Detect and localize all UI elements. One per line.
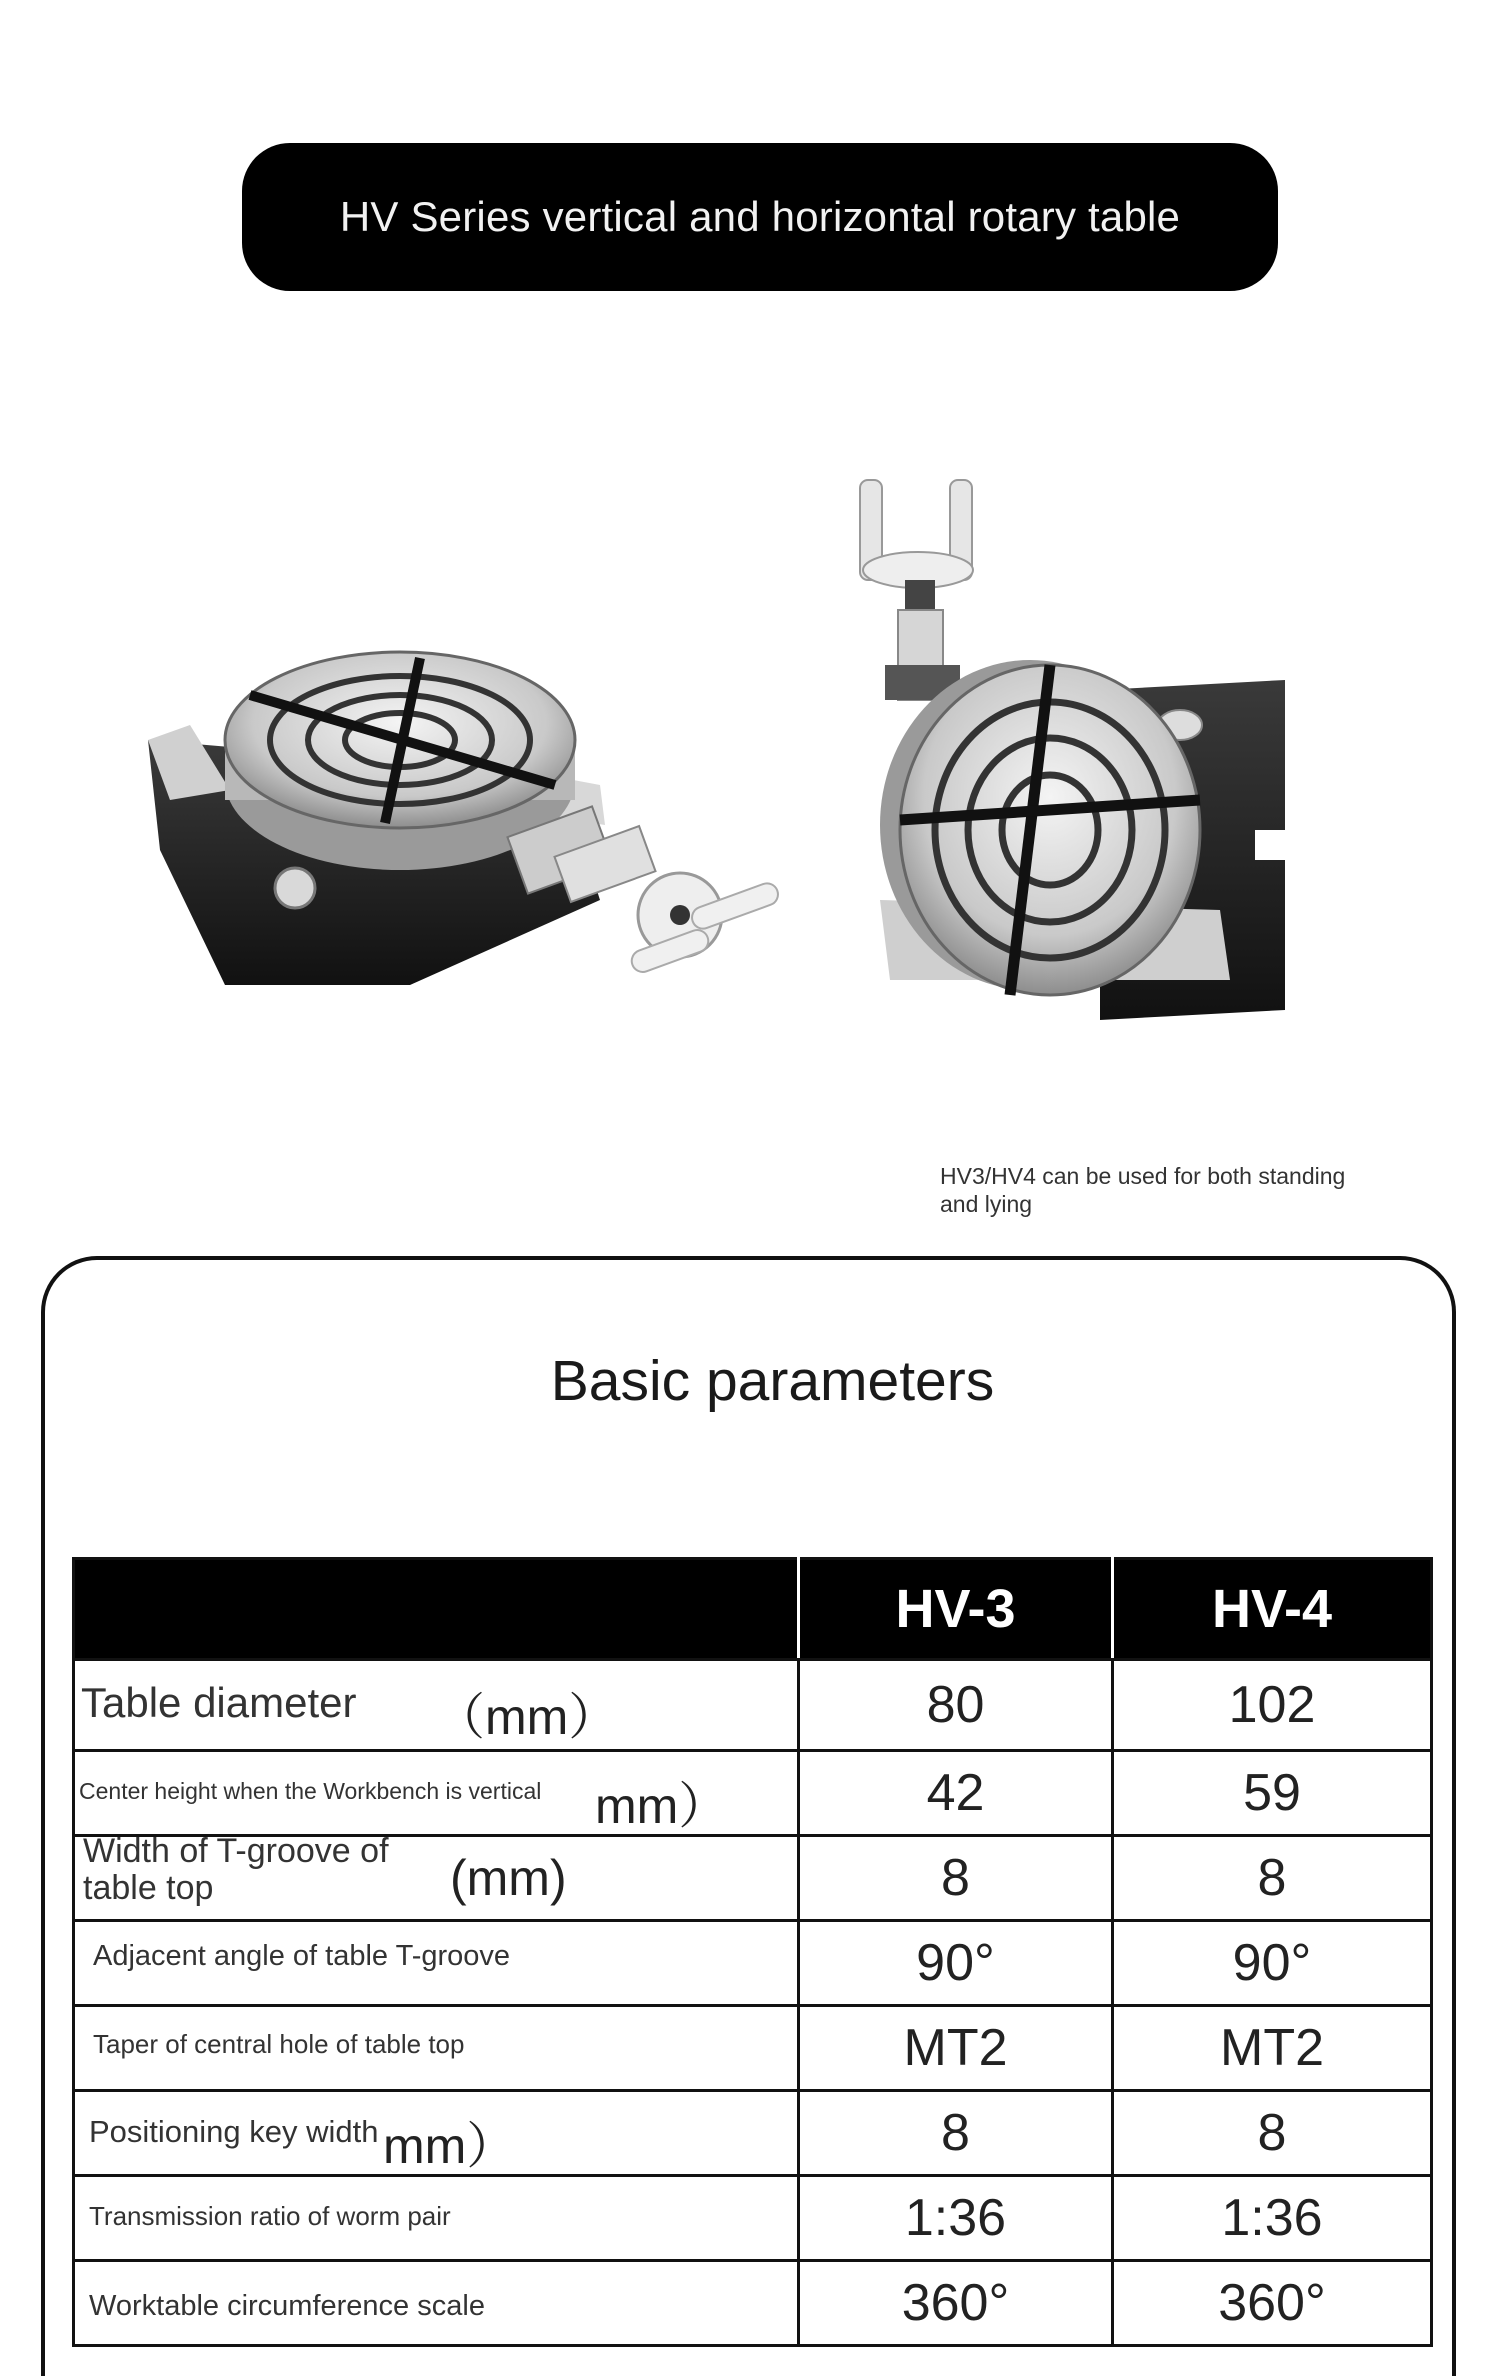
table-row	[74, 2261, 1432, 2346]
table-row	[74, 1660, 1432, 1751]
hv4-value: 59	[1113, 1751, 1432, 1836]
table-row	[74, 2006, 1432, 2091]
hv4-value: 1:36	[1113, 2176, 1432, 2261]
row-label: Center height when the Workbench is vertical	[79, 1778, 542, 1804]
row-unit: mm）	[595, 1778, 729, 1834]
table-row	[74, 2176, 1432, 2261]
hv3-value: 42	[799, 1751, 1113, 1836]
header-hv3: HV-3	[799, 1559, 1113, 1660]
table-row	[74, 1921, 1432, 2006]
banner-title: HV Series vertical and horizontal rotary table	[339, 193, 1181, 240]
hv4-value: 90°	[1113, 1921, 1432, 2006]
hv4-value: 360°	[1113, 2261, 1432, 2346]
row-label: Taper of central hole of table top	[93, 2029, 465, 2059]
row-label: Positioning key width	[89, 2114, 379, 2149]
header-hv4: HV-4	[1113, 1559, 1432, 1660]
title-banner	[242, 143, 1278, 291]
row-label: Table diameter	[81, 1679, 357, 1726]
row-label: Worktable circumference scale	[89, 2290, 485, 2322]
row-unit: mm）	[383, 2118, 517, 2174]
hv4-value: 102	[1113, 1660, 1432, 1751]
row-label: Adjacent angle of table T-groove	[93, 1940, 511, 1972]
table-row	[74, 2091, 1432, 2176]
table-header-row	[74, 1559, 1432, 1660]
row-unit: (mm)	[450, 1850, 567, 1906]
hv3-value: 8	[799, 1836, 1113, 1921]
parameters-table	[72, 1557, 1433, 2347]
hv4-value: MT2	[1113, 2006, 1432, 2091]
hv4-value: 8	[1113, 1836, 1432, 1921]
product-photos	[0, 440, 1500, 1080]
usage-caption: HV3/HV4 can be used for both standing and lying	[940, 1163, 1346, 1217]
vertical-rotary-table-image	[860, 480, 1295, 1020]
row-unit: （mm）	[435, 1689, 619, 1745]
row-label: Width of T-groove of table top	[83, 1832, 389, 1907]
hv3-value: 360°	[799, 2261, 1113, 2346]
header-blank	[74, 1559, 799, 1660]
hv3-value: MT2	[799, 2006, 1113, 2091]
horizontal-rotary-table-image	[148, 652, 781, 985]
hv3-value: 1:36	[799, 2176, 1113, 2261]
parameters-title: Basic parameters	[550, 1349, 995, 1413]
hv3-value: 8	[799, 2091, 1113, 2176]
table-row	[74, 1836, 1432, 1921]
hv3-value: 80	[799, 1660, 1113, 1751]
row-label: Transmission ratio of worm pair	[89, 2201, 451, 2231]
table-row	[74, 1751, 1432, 1836]
hv4-value: 8	[1113, 2091, 1432, 2176]
hv3-value: 90°	[799, 1921, 1113, 2006]
